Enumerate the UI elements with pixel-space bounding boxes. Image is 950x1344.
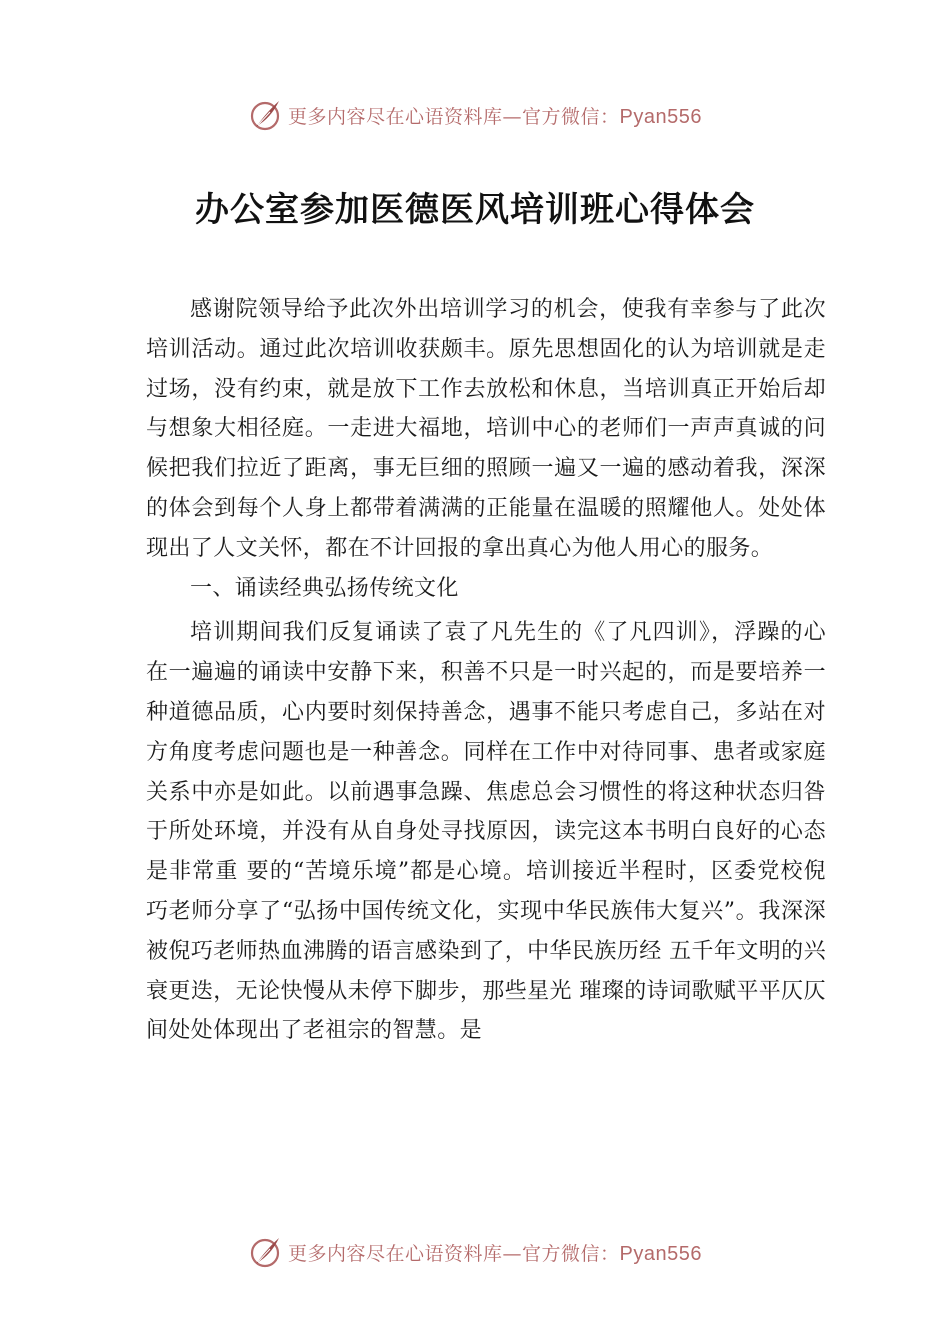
banner-wechat-id: Pyan556 xyxy=(619,1242,702,1265)
banner-text-cn: 更多内容尽在心语资料库—官方微信： xyxy=(288,105,620,128)
banner-text xyxy=(288,1239,702,1266)
quill-pen-circle-icon xyxy=(248,97,284,133)
header-banner xyxy=(0,95,950,135)
document-title: 办公室参加医德医风培训班心得体会 xyxy=(195,190,755,230)
banner-text xyxy=(288,102,702,129)
banner-wechat-id: Pyan556 xyxy=(619,105,702,128)
document-body xyxy=(146,290,826,1051)
section-heading: 一、诵读经典弘扬传统文化 xyxy=(190,575,459,601)
paragraph-section-one: 培训期间我们反复诵读了袁了凡先生的《了凡四训》，浮躁的心在一遍遍的诵读中安静下来，积善不只是一时兴起的，而是要培养一种道德品质，心内要时刻保持善念，遇事不能只考虑自己，多站在对方角度考虑问题也是一种善念。同样在工作中对待同事、患者或家庭关系中亦是如此。以前遇事急躁、焦虑总会习惯性的将这种状态归咎于所处环境，并没有从自身处寻找原因，读完这本书明白良好的心态是非常重 要的“苦境乐境”都是心境。培训接近半程时，区委党校倪 巧老师分享了“弘扬中国传统文化，实现中华民族伟大复兴”。我深深被倪巧老师热血沸腾的语言感染到了，中华民族历经 五千年文明的兴衰更迭，无论快慢从未停下脚步，那些星光 璀璨的诗词歌赋平平仄仄间处处体现出了老祖宗的智慧。是 xyxy=(146,620,826,1044)
paragraph-intro: 感谢院领导给予此次外出培训学习的机会，使我有幸参与了此次培训活动。通过此次培训收获颇丰。原先思想固化的认为培训就是走过场，没有约束，就是放下工作去放松和休息，当培训真正开始后却与想象大相径庭。一走进大福地，培训中心的老师们一声声真诚的问候把我们拉近了距离，事无巨细的照顾一遍又一遍的感动着我，深深的体会到每个人身上都带着满满的正能量在温暖的照耀他人。处处体现出了人文关怀，都在不计回报的拿出真心为他人用心的服务。 xyxy=(146,297,826,561)
footer-banner xyxy=(0,1232,950,1272)
banner-text-cn: 更多内容尽在心语资料库—官方微信： xyxy=(288,1242,620,1265)
quill-pen-circle-icon xyxy=(248,1234,284,1270)
